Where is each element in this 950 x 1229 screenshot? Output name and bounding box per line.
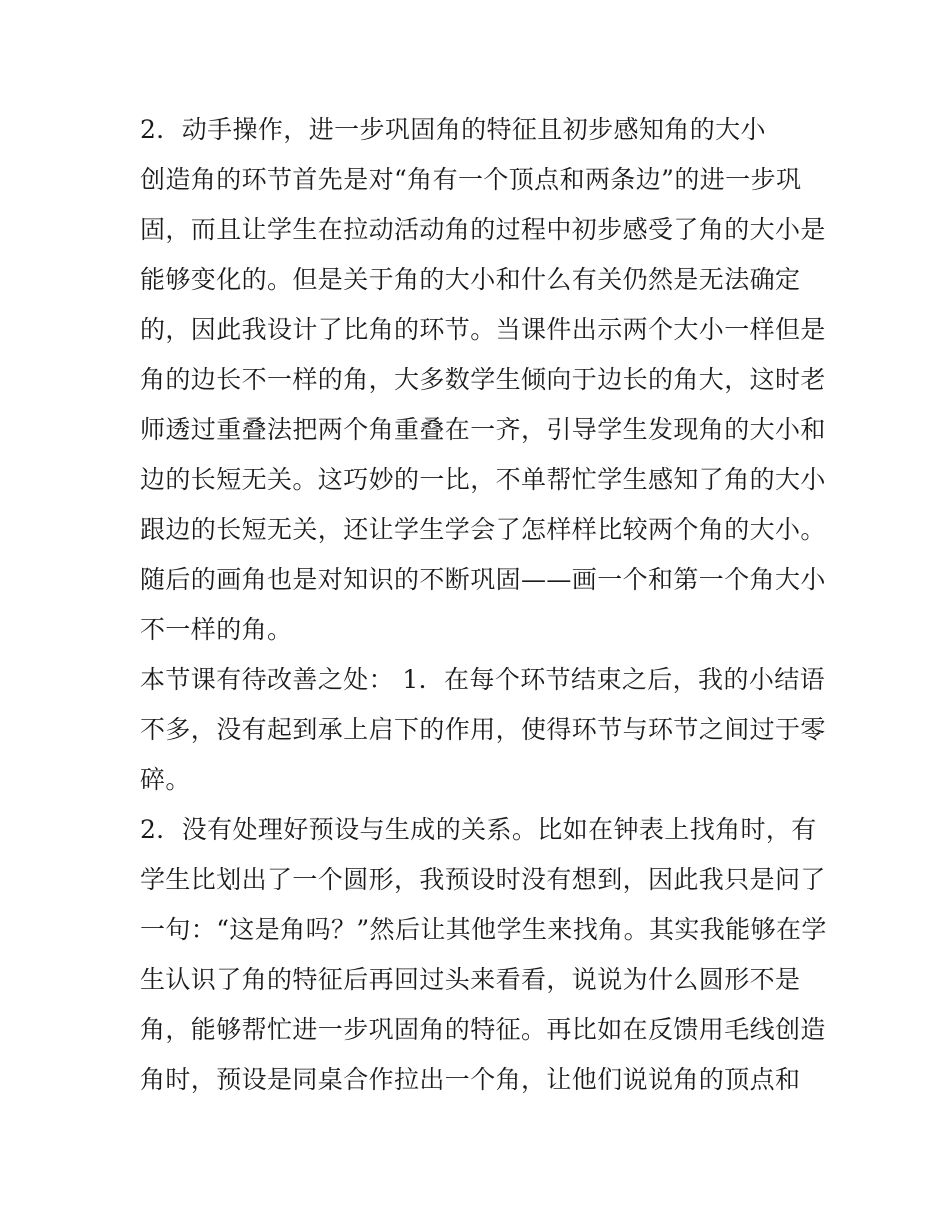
text-line: 角时，预设是同桌合作拉出一个角，让他们说说角的顶点和 (140, 1065, 801, 1094)
text-line: 角的边长不一样的角，大多数学生倾向于边长的角大，这时老 (140, 365, 826, 394)
text-line: 本节课有待改善之处： 1．在每个环节结束之后，我的小结语 (140, 665, 826, 694)
text-line: 生认识了角的特征后再回过头来看看，说说为什么圆形不是 (140, 965, 801, 994)
text-line: 一句：“这是角吗？”然后让其他学生来找角。其实我能够在学 (140, 915, 827, 944)
text-line: 边的长短无关。这巧妙的一比，不单帮忙学生感知了角的大小 (140, 465, 826, 494)
text-line: 跟边的长短无关，还让学生学会了怎样样比较两个角的大小。 (140, 515, 826, 544)
document-body (140, 110, 827, 1110)
text-line: 的，因此我设计了比角的环节。当课件出示两个大小一样但是 (140, 315, 826, 344)
text-line: 师透过重叠法把两个角重叠在一齐，引导学生发现角的大小和 (140, 415, 826, 444)
text-line: 能够变化的。但是关于角的大小和什么有关仍然是无法确定 (140, 265, 801, 294)
text-line: 2．动手操作，进一步巩固角的特征且初步感知角的大小 (140, 115, 766, 144)
text-line: 学生比划出了一个圆形，我预设时没有想到，因此我只是问了 (140, 865, 826, 894)
text-line: 创造角的环节首先是对“角有一个顶点和两条边”的进一步巩 (140, 165, 802, 194)
text-line: 碎。 (140, 765, 191, 794)
text-line: 随后的画角也是对知识的不断巩固——画一个和第一个角大小 (140, 565, 826, 594)
text-line: 固，而且让学生在拉动活动角的过程中初步感受了角的大小是 (140, 215, 826, 244)
text-line: 不一样的角。 (140, 615, 293, 644)
text-line: 不多，没有起到承上启下的作用，使得环节与环节之间过于零 (140, 715, 826, 744)
text-line: 2．没有处理好预设与生成的关系。比如在钟表上找角时，有 (140, 815, 817, 844)
text-line: 角，能够帮忙进一步巩固角的特征。再比如在反馈用毛线创造 (140, 1015, 826, 1044)
